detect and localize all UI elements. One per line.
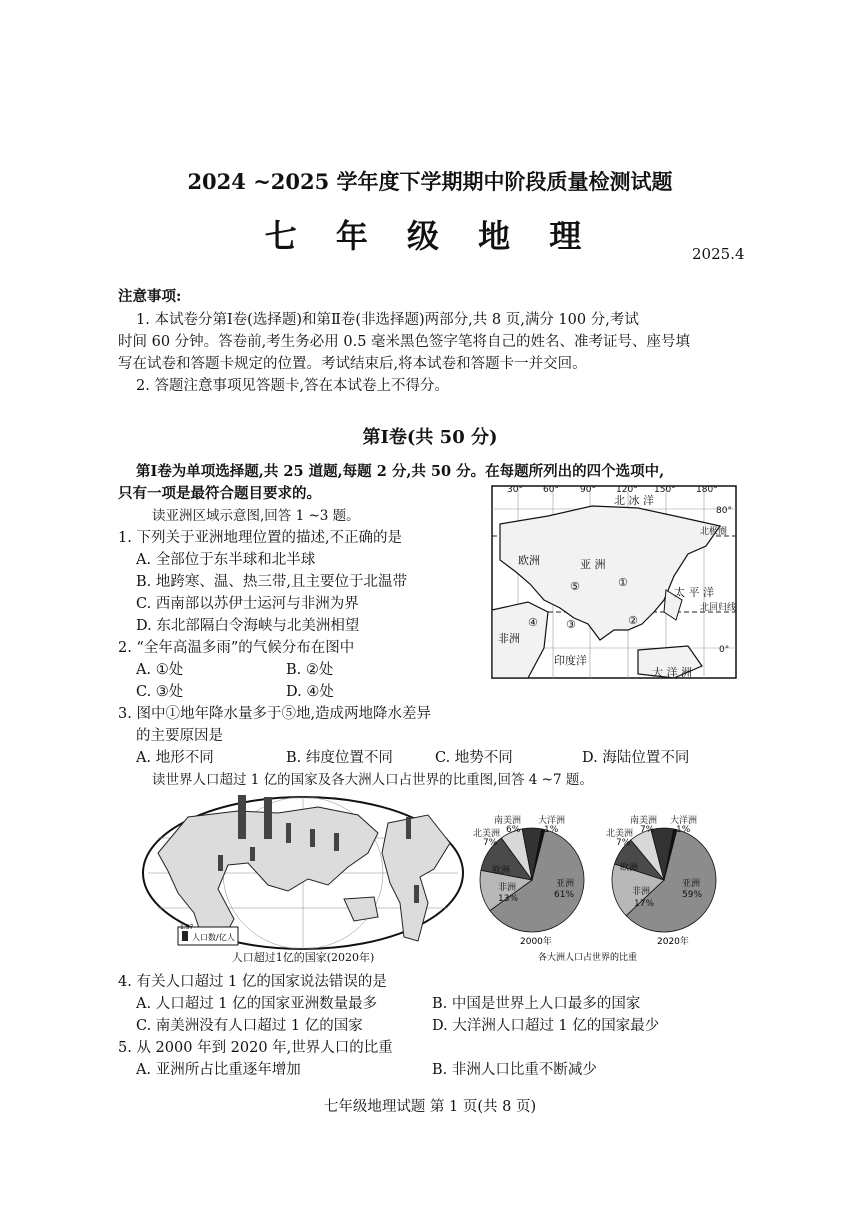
option-d: D. 大洋洲人口超过 1 亿的国家最少 <box>432 1018 660 1034</box>
option-d: D. ④处 <box>286 684 334 700</box>
lon-label: 150° <box>654 485 676 495</box>
option-b: B. 中国是世界上人口最多的国家 <box>432 996 641 1012</box>
option-a: A. 亚洲所占比重逐年增加 <box>136 1062 301 1078</box>
marker-3: ③ <box>566 618 576 631</box>
section-intro: 第Ⅰ卷为单项选择题,共 25 道题,每题 2 分,共 50 分。在每题所列出的四个选项中, <box>136 463 665 480</box>
group-lead: 读世界人口超过 1 亿的国家及各大洲人口占世界的比重图,回答 4 ~7 题。 <box>152 772 593 788</box>
oceania-label: 大 洋 洲 <box>652 666 692 679</box>
pie-label-oceania: 大洋洲 <box>538 816 566 826</box>
asia-map <box>488 480 740 680</box>
option-c: C. ③处 <box>136 684 184 700</box>
africa-label: 非洲 <box>498 632 520 645</box>
notice-heading: 注意事项: <box>118 288 182 305</box>
option-a: A. 地形不同 <box>136 750 214 766</box>
pie-value-north-america: 7% <box>616 838 631 848</box>
marker-2: ② <box>628 614 638 627</box>
question-stem: 3. 图中①地年降水量多于⑤地,造成两地降水差异 <box>118 706 432 722</box>
option-a: A. 人口超过 1 亿的国家亚洲数量最多 <box>136 996 378 1012</box>
world-map-caption: 人口超过1亿的国家(2020年) <box>231 951 375 964</box>
subject-title: 七 年 级 地 理 <box>264 217 596 255</box>
pie-label-south-america: 南美洲 <box>494 816 522 826</box>
pacific-label: 太 平 洋 <box>674 586 714 599</box>
legend-value: 1.57 <box>180 924 194 931</box>
group-lead: 读亚洲区域示意图,回答 1 ~3 题。 <box>152 508 360 524</box>
lon-label: 30° <box>507 485 523 495</box>
arctic-ocean-label: 北 冰 洋 <box>614 494 654 507</box>
question-stem-cont: 的主要原因是 <box>136 728 223 744</box>
notice-line: 写在试卷和答题卡规定的位置。考试结束后,将本试卷和答题卡一并交回。 <box>118 356 587 372</box>
pie-value-oceania: 1% <box>676 825 691 835</box>
arctic-circle-label: 北极圈 <box>700 527 728 537</box>
notice-line: 2. 答题注意事项见答题卡,答在本试卷上不得分。 <box>136 378 450 394</box>
option-c: C. 地势不同 <box>435 750 513 766</box>
section-intro: 只有一项是最符合题目要求的。 <box>118 485 321 502</box>
pie-title-2020: 2020年 <box>657 937 689 947</box>
question-stem: 5. 从 2000 年到 2020 年,世界人口的比重 <box>118 1040 393 1056</box>
pie-caption: 各大洲人口占世界的比重 <box>538 953 638 963</box>
notice-line: 1. 本试卷分第Ⅰ卷(选择题)和第Ⅱ卷(非选择题)两部分,共 8 页,满分 100 分,考试 <box>136 312 639 328</box>
pie-label-africa: 非洲 <box>498 883 517 893</box>
question-stem: 4. 有关人口超过 1 亿的国家说法错误的是 <box>118 974 387 990</box>
pie-title-2000: 2000年 <box>520 937 552 947</box>
pie-label-north-america: 北美洲 <box>606 829 634 839</box>
legend-bar <box>182 931 188 941</box>
world-population-map <box>138 793 468 953</box>
option-b: B. 非洲人口比重不断减少 <box>432 1062 597 1078</box>
lat-label: 0° <box>719 645 730 655</box>
marker-5: ⑤ <box>570 580 580 593</box>
lon-label: 60° <box>543 485 559 495</box>
asia-label: 亚 洲 <box>580 558 606 571</box>
option-b: B. 地跨寒、温、热三带,且主要位于北温带 <box>136 574 407 590</box>
continent-population-pies <box>470 800 720 970</box>
pie-value-south-america: 7% <box>640 825 655 835</box>
pie-label-europe: 欧洲 <box>620 863 639 873</box>
pie-value-north-america: 7% <box>483 838 498 848</box>
option-c: C. 西南部以苏伊士运河与非洲为界 <box>136 596 359 612</box>
pie-value-asia: 61% <box>554 890 575 900</box>
lon-label: 90° <box>580 485 596 495</box>
pie-label-south-america: 南美洲 <box>630 816 658 826</box>
indian-ocean-label: 印度洋 <box>554 654 587 667</box>
lat-label: 80° <box>716 506 732 516</box>
option-a: A. ①处 <box>136 662 184 678</box>
pie-label-europe: 欧洲 <box>492 866 511 876</box>
question-stem: 1. 下列关于亚洲地理位置的描述,不正确的是 <box>118 530 403 546</box>
pie-value-oceania: 1% <box>544 825 559 835</box>
notice-line: 时间 60 分钟。答卷前,考生务必用 0.5 毫米黑色签字笔将自己的姓名、准考证号、座号填 <box>118 334 691 350</box>
option-b: B. 纬度位置不同 <box>286 750 393 766</box>
option-b: B. ②处 <box>286 662 334 678</box>
exam-date: 2025.4 <box>692 245 745 263</box>
option-d: D. 海陆位置不同 <box>582 750 690 766</box>
pie-value-africa: 13% <box>498 894 519 904</box>
pie-label-oceania: 大洋洲 <box>670 816 698 826</box>
marker-1: ① <box>618 576 628 589</box>
option-a: A. 全部位于东半球和北半球 <box>136 552 316 568</box>
option-c: C. 南美洲没有人口超过 1 亿的国家 <box>136 1018 363 1034</box>
pie-label-asia: 亚洲 <box>556 879 575 889</box>
pie-label-north-america: 北美洲 <box>473 829 501 839</box>
option-d: D. 东北部隔白令海峡与北美洲相望 <box>136 618 360 634</box>
pie-value-africa: 17% <box>634 899 655 909</box>
pie-value-asia: 59% <box>682 890 703 900</box>
lon-label: 180° <box>696 485 718 495</box>
pie-value-south-america: 6% <box>506 825 521 835</box>
pie-label-africa: 非洲 <box>632 887 651 897</box>
tropic-label: 北回归线 <box>700 603 737 613</box>
marker-4: ④ <box>528 616 538 629</box>
pie-label-asia: 亚洲 <box>682 879 701 889</box>
lon-label: 120° <box>616 485 638 495</box>
page-footer: 七年级地理试题 第 1 页(共 8 页) <box>323 1099 537 1115</box>
legend-label: 人口数/亿人 <box>192 933 235 942</box>
question-stem: 2. “全年高温多雨”的气候分布在图中 <box>118 640 355 656</box>
section-heading: 第Ⅰ卷(共 50 分) <box>362 427 498 448</box>
exam-title: 2024 ~2025 学年度下学期期中阶段质量检测试题 <box>187 169 673 194</box>
europe-label: 欧洲 <box>518 554 540 567</box>
